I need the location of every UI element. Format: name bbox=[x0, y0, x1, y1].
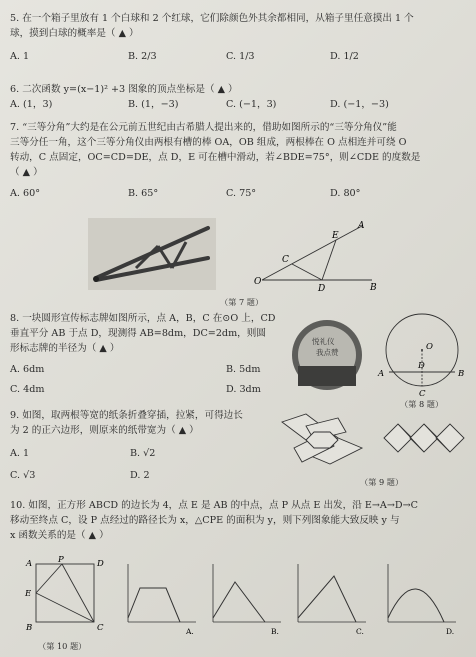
question-7-line-4: （ ▲ ） bbox=[10, 167, 43, 178]
trisector-photo bbox=[88, 218, 216, 290]
question-9-line-2: 为 2 的正六边形，则原来的纸带宽为（ ▲ ） bbox=[10, 425, 199, 436]
graph-a bbox=[120, 558, 200, 636]
figure-7-caption: （第 7 题） bbox=[220, 297, 264, 307]
option-b: B. 2/3 bbox=[128, 51, 157, 62]
option-d: D. (−1，−3) bbox=[330, 99, 389, 110]
question-8-line-2: 垂直平分 AB 于点 D，现测得 AB=8dm，DC=2dm，则圆 bbox=[10, 328, 266, 339]
question-7-options bbox=[10, 188, 468, 204]
option-d: D. 2 bbox=[130, 470, 150, 481]
square-diagram bbox=[20, 556, 112, 640]
question-5-line-2: 球，摸到白球的概率是（ ▲ ） bbox=[10, 28, 139, 39]
graph-d bbox=[380, 558, 460, 636]
question-9-line-1: 9. 如图，取两根等宽的纸条折叠穿插，拉紧，可得边长 bbox=[10, 410, 243, 421]
graph-label: B. bbox=[271, 627, 279, 636]
option-a: A. 1 bbox=[10, 448, 30, 459]
point-label: B bbox=[458, 369, 465, 379]
question-5-options bbox=[10, 51, 468, 67]
option-c: C. 4dm bbox=[10, 384, 45, 395]
figure-9-caption: （第 9 题） bbox=[360, 477, 404, 487]
graph-label: A. bbox=[186, 627, 194, 636]
option-c: C. 1/3 bbox=[226, 51, 255, 62]
option-c: C. √3 bbox=[10, 470, 36, 481]
question-6 bbox=[10, 84, 468, 115]
option-a: A. 6dm bbox=[10, 364, 45, 375]
question-7-line-1: 7. “三等分角”大约是在公元前五世纪由古希腊人提出来的，借助如图所示的“三等分角仪”能 bbox=[10, 122, 397, 133]
question-8-line-1: 8. 一块圆形宣传标志牌如图所示，点 A，B，C 在⊙O 上，CD bbox=[10, 313, 276, 324]
question-10-line-1: 10. 如图，正方形 ABCD 的边长为 4，点 E 是 AB 的中点，点 P 从点 E 出发，沿 E→A→D→C bbox=[10, 500, 418, 511]
point-label: C bbox=[97, 623, 104, 633]
point-label: A bbox=[378, 369, 385, 379]
option-b: B. 5dm bbox=[226, 364, 261, 375]
question-7-line-3: 转动，C 点固定，OC=CD=DE，点 D，E 可在槽中滑动，若∠BDE=75°，则∠CDE 的度数是 bbox=[10, 152, 421, 163]
graph-label: D. bbox=[446, 627, 455, 636]
question-7 bbox=[10, 122, 468, 204]
option-b: B. √2 bbox=[130, 448, 156, 459]
point-label: E bbox=[25, 589, 32, 599]
graph-c bbox=[290, 558, 370, 636]
point-label: A bbox=[26, 559, 33, 569]
point-label: A bbox=[358, 221, 365, 231]
sign-text-line-1: 悦礼仪 bbox=[312, 337, 335, 346]
question-5 bbox=[10, 13, 468, 67]
round-sign-photo bbox=[290, 318, 364, 392]
point-label: C bbox=[282, 255, 289, 265]
circle-diagram bbox=[374, 310, 470, 402]
point-label: B bbox=[26, 623, 33, 633]
point-label: C bbox=[419, 389, 426, 399]
point-label: O bbox=[254, 277, 262, 287]
trisector-diagram bbox=[252, 218, 382, 294]
question-7-line-2: 三等分任一角，这个三等分角仪由两根有槽的棒 OA，OB 组成，两根棒在 O 点相连并可绕 O bbox=[10, 137, 407, 148]
question-6-options bbox=[10, 99, 468, 115]
option-b: B. (1，−3) bbox=[128, 99, 179, 110]
question-8-line-3: 形标志牌的半径为（ ▲ ） bbox=[10, 343, 120, 354]
point-label: D bbox=[97, 559, 104, 569]
folded-strips-right bbox=[380, 414, 466, 464]
option-c: C. 75° bbox=[226, 188, 257, 199]
question-10-line-2: 移动至终点 C，设 P 点经过的路径长为 x，△CPE 的面积为 y，则下列图象能大致反映 y 与 bbox=[10, 515, 400, 526]
point-label: O bbox=[426, 342, 433, 352]
option-a: A. (1，3) bbox=[10, 99, 53, 110]
figure-10-caption: （第 10 题） bbox=[38, 641, 87, 651]
figure-8-caption: （第 8 题） bbox=[400, 399, 444, 409]
question-5-line-1: 5. 在一个箱子里放有 1 个白球和 2 个红球，它们除颜色外其余都相同，从箱子里任意摸出 1 个 bbox=[10, 13, 414, 24]
graph-label: C. bbox=[356, 627, 364, 636]
point-label: P bbox=[58, 556, 64, 565]
option-a: A. 1 bbox=[10, 51, 30, 62]
option-d: D. 1/2 bbox=[330, 51, 359, 62]
question-10-line-3: x 函数关系的是（ ▲ ） bbox=[10, 530, 109, 541]
folded-strips-left bbox=[276, 408, 368, 470]
option-c: C. (−1，3) bbox=[226, 99, 277, 110]
question-10 bbox=[10, 500, 468, 545]
point-label: D bbox=[318, 284, 326, 294]
option-d: D. 3dm bbox=[226, 384, 261, 395]
point-label: D bbox=[418, 361, 425, 371]
option-b: B. 65° bbox=[128, 188, 159, 199]
point-label: B bbox=[370, 283, 377, 293]
option-a: A. 60° bbox=[10, 188, 41, 199]
sign-text-line-2: 我点赞 bbox=[316, 348, 339, 357]
graph-b bbox=[205, 558, 285, 636]
question-6-line-1: 6. 二次函数 y=(x−1)² +3 图象的顶点坐标是（ ▲ ） bbox=[10, 84, 238, 95]
option-d: D. 80° bbox=[330, 188, 361, 199]
point-label: E bbox=[332, 231, 339, 241]
